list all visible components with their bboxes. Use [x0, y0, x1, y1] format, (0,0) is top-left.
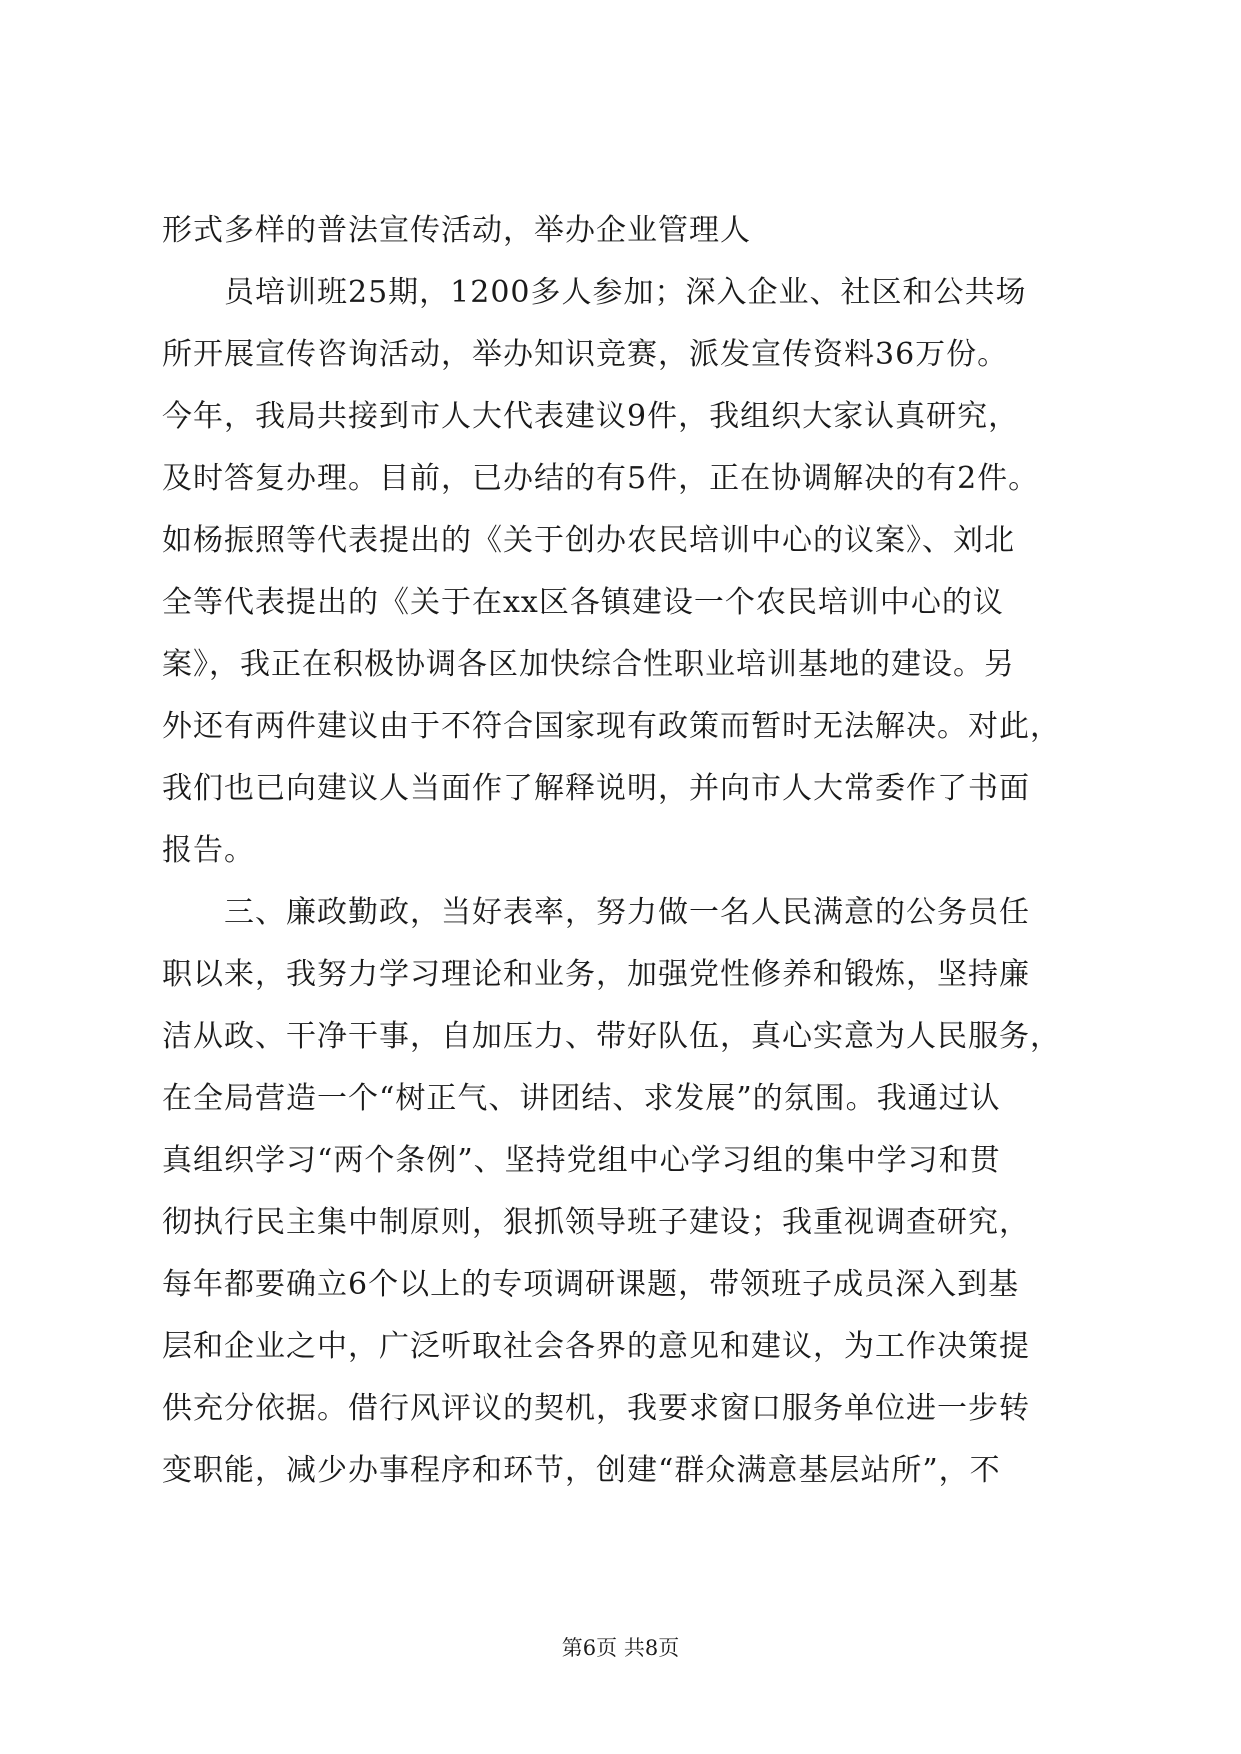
body-line: 如杨振照等代表提出的《关于创办农民培训中心的议案》、刘北 — [162, 523, 1015, 558]
body-line: 我们也已向建议人当面作了解释说明，并向市人大常委作了书面 — [162, 771, 1030, 806]
body-line: 彻执行民主集中制原则，狠抓领导班子建设；我重视调查研究， — [162, 1205, 1030, 1240]
body-line: 洁从政、干净干事，自加压力、带好队伍，真心实意为人民服务， — [162, 1019, 1061, 1054]
body-line: 报告。 — [162, 833, 255, 868]
body-line: 所开展宣传咨询活动，举办知识竞赛，派发宣传资料36万份。 — [162, 337, 1009, 372]
body-line: 职以来，我努力学习理论和业务，加强党性修养和锻炼，坚持廉 — [162, 957, 1030, 992]
body-line: 在全局营造一个“树正气、讲团结、求发展”的氛围。我通过认 — [162, 1081, 1001, 1116]
body-line: 变职能，减少办事程序和环节，创建“群众满意基层站所”，不 — [162, 1453, 1001, 1488]
body-line: 员培训班25期，1200多人参加；深入企业、社区和公共场 — [162, 275, 1027, 310]
body-line: 今年，我局共接到市人大代表建议9件，我组织大家认真研究， — [162, 399, 1020, 434]
body-line: 每年都要确立6个以上的专项调研课题，带领班子成员深入到基 — [162, 1267, 1020, 1302]
body-line: 案》，我正在积极协调各区加快综合性职业培训基地的建设。另 — [162, 647, 1015, 682]
body-line: 外还有两件建议由于不符合国家现有政策而暂时无法解决。对此， — [162, 709, 1061, 744]
body-line: 供充分依据。借行风评议的契机，我要求窗口服务单位进一步转 — [162, 1391, 1030, 1426]
body-line: 层和企业之中，广泛听取社会各界的意见和建议，为工作决策提 — [162, 1329, 1030, 1364]
body-line: 形式多样的普法宣传活动，举办企业管理人 — [162, 213, 751, 248]
body-line: 全等代表提出的《关于在xx区各镇建设一个农民培训中心的议 — [162, 585, 1004, 620]
page-number-footer: 第6页 共8页 — [561, 1636, 680, 1660]
body-line: 真组织学习“两个条例”、坚持党组中心学习组的集中学习和贯 — [162, 1143, 1001, 1178]
body-line: 及时答复办理。目前，已办结的有5件，正在协调解决的有2件。 — [162, 461, 1040, 496]
body-line: 三、廉政勤政，当好表率，努力做一名人民满意的公务员任 — [162, 895, 1030, 930]
